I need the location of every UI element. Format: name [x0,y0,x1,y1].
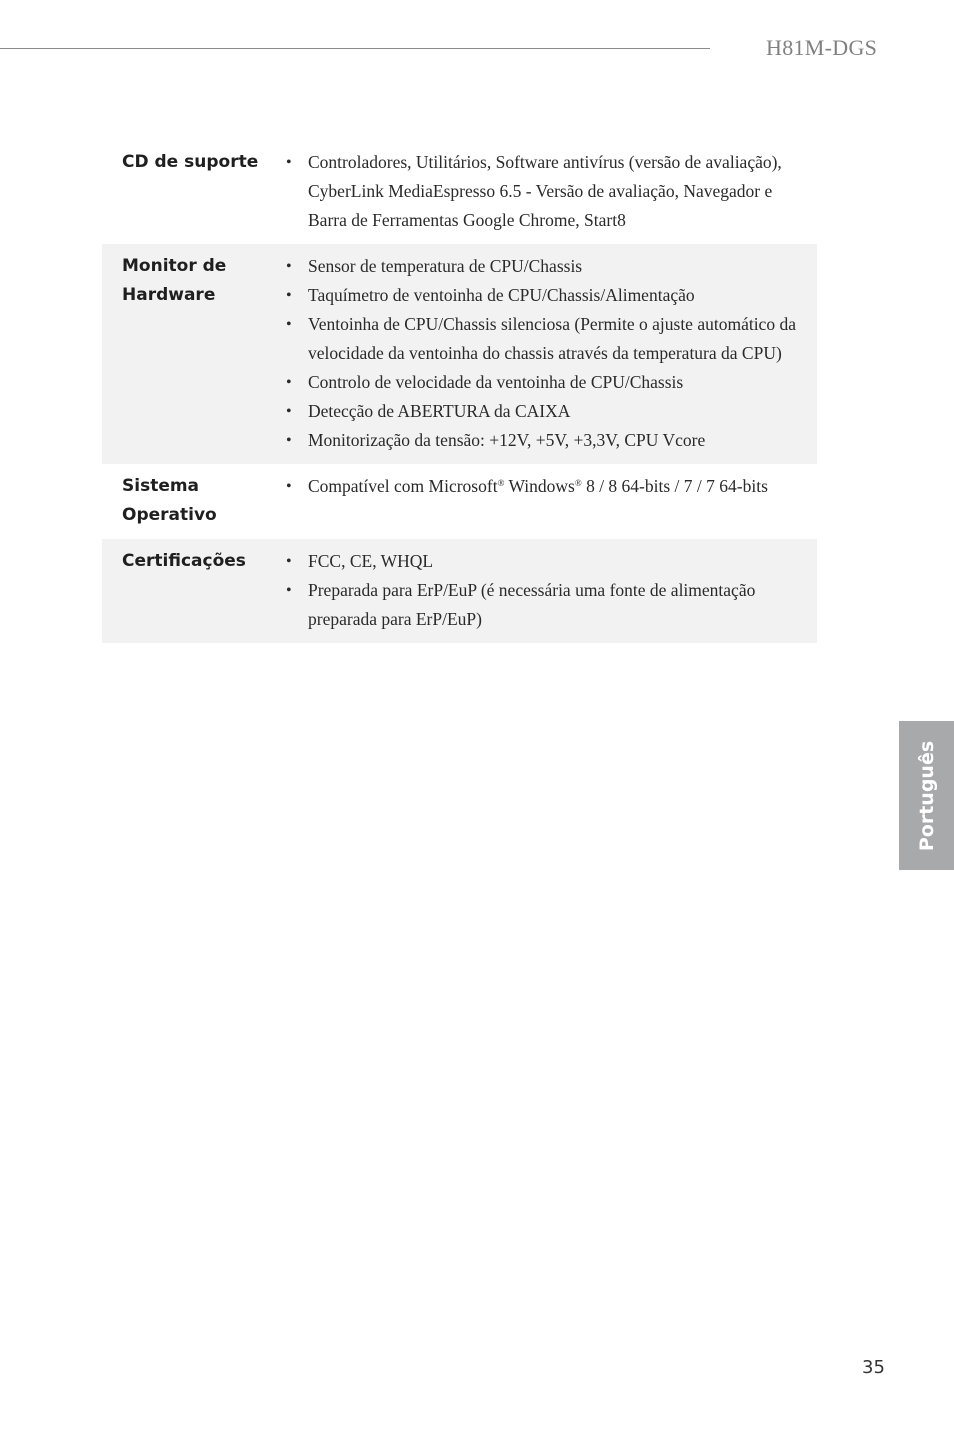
spec-row-support-cd [102,140,817,244]
spec-label: Monitor de Hardware [122,256,227,305]
language-tab [899,721,954,870]
list-item: • Ventoinha de CPU/Chassis silenciosa (Permite o ajuste automático da velocidade da ventoinha do chassis através da temperatura da CPU) [286,310,796,368]
list-item: • Controlo de velocidade da ventoinha de CPU/Chassis [286,368,796,397]
model-name: H81M-DGS [766,35,878,60]
spec-row-operating-system [102,464,817,539]
registered-mark: ® [497,478,505,488]
os-text-part: 8 / 8 64-bits / 7 / 7 64-bits [581,476,768,496]
header-rule [0,48,710,49]
spec-row-hardware-monitor [102,244,817,464]
spec-label: Certificações [122,551,246,571]
list-item: • Controladores, Utilitários, Software antivírus (versão de avaliação), CyberLink MediaEspresso 6.5 - Versão de avaliação, Navegador e Barra de Ferramentas Google Chrome, Start8 [286,148,796,235]
spec-list [286,472,796,530]
spec-label: CD de suporte [122,152,259,172]
spec-list [286,547,796,634]
list-item [286,472,796,501]
language-tab-label: Português [915,740,938,851]
list-item: • Preparada para ErP/EuP (é necessária uma fonte de alimentação preparada para ErP/EuP) [286,576,796,634]
spec-label: Sistema Operativo [122,476,217,525]
spec-list [286,252,796,455]
os-text-part: Windows [504,476,575,496]
list-item: • Detecção de ABERTURA da CAIXA [286,397,796,426]
list-item: • Sensor de temperatura de CPU/Chassis [286,252,796,281]
spec-table [102,140,817,643]
registered-mark: ® [574,478,582,488]
spec-row-certifications [102,539,817,643]
os-text-part: Compatível com Microsoft [308,476,498,496]
spec-list [286,148,796,235]
list-item: • Taquímetro de ventoinha de CPU/Chassis/Alimentação [286,281,796,310]
list-item: • Monitorização da tensão: +12V, +5V, +3,3V, CPU Vcore [286,426,796,455]
list-item: • FCC, CE, WHQL [286,547,796,576]
page-number: 35 [862,1357,885,1378]
